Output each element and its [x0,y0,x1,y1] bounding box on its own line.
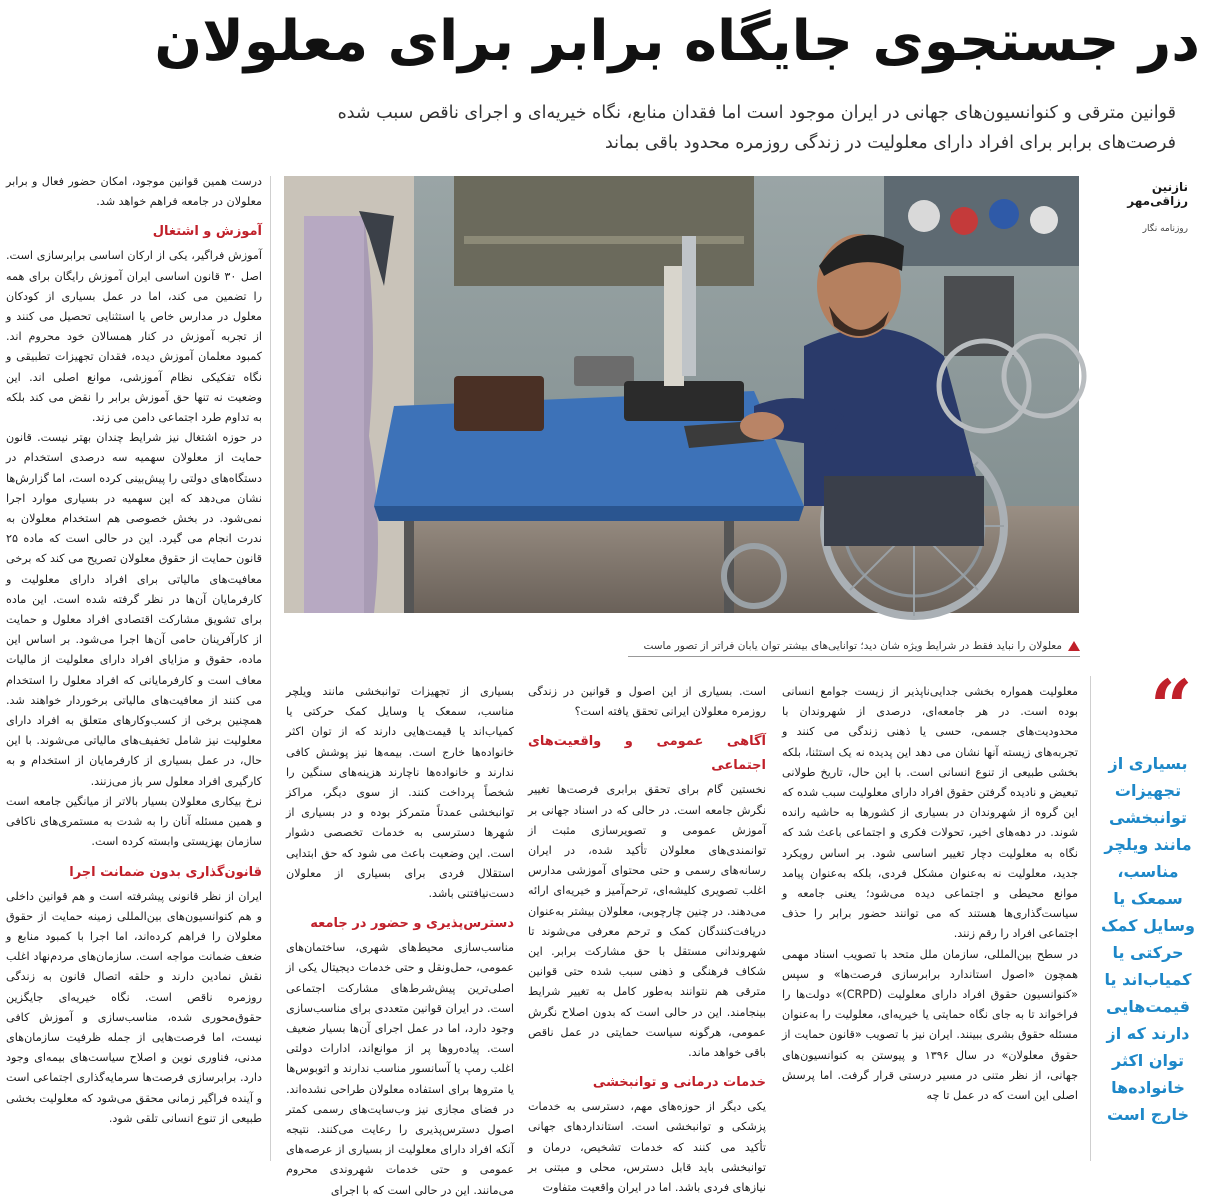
column-right [782,682,1078,1162]
pull-quote-divider [1090,676,1091,1161]
paragraph: در حوزه اشتغال نیز شرایط چندان بهتر نیست. قانون حمایت از معلولان سهمیه سه درصدی استخدام در دستگاه‌های دولتی را پیش‌بینی کرده است، اما گزارش‌ها نشان می‌دهد که این سهمیه در بسیاری موارد اجرا نمی‌شود. در بخش خصوصی هم استخدام معلولان به ندرت انجام می گیرد. این در حالی است که ماده ۲۵ قانون حمایت از حقوق معلولان تصریح می کند که برخی معافیت‌های مالیاتی برای افراد دارای معلولیت و کارفرمایان آن‌ها در نظر گرفته شده است. این ماده برای تشویق مشارکت اقتصادی افراد معلول و حمایت از کارآفرینان حامی آن‌ها اجرا می‌شود. بر اساس این ماده، حقوق و مزایای افراد دارای معلولیت از مالیات معاف است و کارفرمایانی که افراد معلول را استخدام می کنند از معافیت‌های مالیاتی برخوردار خواهند شد. همچنین برخی از کسب‌وکارهای متعلق به افراد دارای معلولیت نیز شامل تخفیف‌های مالیاتی می‌شوند. با این حال، در عمل بسیاری از کارفرمایان از استخدام و به کارگیری افراد معلول سر باز می‌زنند. [6,431,262,788]
author-role: روزنامه نگار [1142,224,1188,234]
column-left-intro: درست همین قوانین موجود، امکان حضور فعال و برابر معلولان در جامعه فراهم خواهد شد. [6,175,262,209]
lead-paragraph: قوانین مترقی و کنوانسیون‌های جهانی در ایران موجود است اما فقدان منابع، نگاه خیریه‌ای و اجرای ناقص سبب شده فرصت‌های برابر برای افراد دارای معلولیت در زندگی روزمره محدود باقی بماند [337,103,1176,153]
paragraph: ایران از نظر قانونی پیشرفته است و هم قوانین داخلی و هم کنوانسیون‌های بین‌المللی زمینه حمایت از حقوق معلولان را فراهم کرده‌اند، اما اجرا با کمبود منابع و ضعف ضمانت مواجه است. سازمان‌های مردم‌نهاد اغلب نقش نمادین دارند و حلقه اتصال قانون به زندگی روزمره ناقص است. نگاه خیریه‌ای جایگزین حقوق‌محوری شده، مناسب‌سازی و آموزش کافی نیست، اما فرصت‌هایی از جمله ظرفیت سازمان‌های مدنی، فناوری نوین و اصلاح سیاست‌های بیمه‌ای وجود دارد. برابرسازی فرصت‌ها سرمایه‌گذاری اجتماعی است و آینده فراگیر زمانی محقق می‌شود که معلولیت بخشی طبیعی از تنوع انسانی تلقی شود. [6,889,262,1125]
column-divider [270,176,271,1161]
subhead-public-awareness: آگاهی عمومی و واقعیت‌های اجتماعی [528,734,766,774]
subhead-education-employment: آموزش و اشتغال [152,224,262,240]
paragraph: معلولیت همواره بخشی جدایی‌ناپذیر از زیست جوامع انسانی بوده است. در هر جامعه‌ای، درصدی از شهروندان با محدودیت‌های جسمی، حسی یا ذهنی زندگی می کنند و تجربه‌های زیسته آنها نشان می دهد این پدیده نه یک استثنا، بلکه بخشی طبیعی از تنوع انسانی است. با این حال، تاریخ طولانی تبعیض و نادیده گرفتن حقوق افراد دارای معلولیت سبب شده که این گروه از شهروندان در بسیاری از کشورها به حاشیه رانده شوند. در دهه‌های اخیر، تحولات فکری و اجتماعی باعث شد که نگاه به معلولیت دچار تغییر اساسی شود. بر اساس رویکرد جدید، معلولیت نه به‌عنوان مشکل فردی، بلکه به‌عنوان پیامد موانع محیطی و اجتماعی دیده می‌شود؛ یعنی جامعه و سیاست‌گذاری‌ها هستند که می توانند حضور برابر را حذف اجتماعی افراد را رقم زنند. [782,685,1078,941]
article-photo [284,176,1079,613]
subhead-health-rehab: خدمات درمانی و توانبخشی [592,1075,766,1091]
caption-text: معلولان را نباید فقط در شرایط ویژه شان دید؛ توانایی‌های بیشتر توان یابان فراتر از تصور ماست [643,640,1062,652]
subhead-legislation: قانون‌گذاری بدون ضمانت اجرا [69,864,262,880]
column-left [6,172,262,1162]
subhead-accessibility: دسترس‌پذیری و حضور در جامعه [310,916,514,932]
photo-caption [628,636,1080,657]
paragraph: آموزش فراگیر، یکی از ارکان اساسی برابرسازی است. اصل ۳۰ قانون اساسی ایران آموزش رایگان برای همه را تضمین می کند، اما در عمل بسیاری از کودکان معلول در مدارس خاص یا استثنایی تحصیل می کنند و از تجربه آموزش در کنار همسالان خود محروم اند. کمبود معلمان آموزش دیده، فقدان تجهیزات تطبیقی و نگاه تفکیکی نظام آموزشی، موانع اصلی اند. این وضعیت نه تنها حق آموزش برابر را نقض می کند بلکه به تداوم طرد اجتماعی دامن می زند. [6,249,262,425]
paragraph: نخستین گام برای تحقق برابری فرصت‌ها تغییر نگرش جامعه است. در حالی که در اسناد جهانی بر آموزش عمومی و تصویرسازی مثبت از توانمندی‌های معلولان تأکید شده، در ایران رسانه‌های رسمی و حتی محتوای آموزشی مدارس اغلب تصویری کلیشه‌ای، ترحم‌آمیز و خیریه‌ای ارائه می‌دهند. در چنین چارچوبی، معلولان بیشتر به‌عنوان دریافت‌کنندگان کمک و ترحم معرفی می‌شوند تا شهروندانی مستقل با حق مشارکت برابر. این شکاف فرهنگی و ذهنی سبب شده حتی قوانین مترقی هم نتوانند به‌طور کامل به تغییر شرایط بینجامند. این در حالی است که بدون اصلاح نگرش عمومی، هرگونه سیاست حمایتی در عمل ناقص باقی خواهد ماند. [528,783,766,1060]
quote-mark-icon: “ [1150,665,1193,751]
paragraph: است. بسیاری از این اصول و قوانین در زندگی روزمره معلولان ایرانی تحقق یافته است؟ [528,685,766,719]
paragraph: نرخ بیکاری معلولان بسیار بالاتر از میانگین جامعه است و همین مسئله آنان را به شدت به مستمری‌های ناکافی سازمان بهزیستی وابسته کرده است. [6,794,262,849]
column-mid-2 [286,682,514,1197]
pull-quote: بسیاری از تجهیزات توانبخشی مانند ویلچر مناسب، سمعک یا وسایل کمک حرکتی یا کمیاب‌اند یا قیمت‌هایی دارند که از توان اکثر خانواده‌ها خارج است [1101,754,1195,1124]
paragraph: مناسب‌سازی محیط‌های شهری، ساختمان‌های عمومی، حمل‌ونقل و حتی خدمات دیجیتال یکی از اصلی‌ترین پیش‌شرط‌های مشارکت اجتماعی است. در ایران قوانین متعددی برای مناسب‌سازی وجود دارد، اما در عمل اجرای آن‌ها بسیار ضعیف است. پیاده‌روها پر از موانع‌اند، ادارات دولتی اغلب رمپ یا آسانسور مناسب ندارند و اتوبوس‌ها یا متروها برای استفاده معلولان طراحی نشده‌اند. در فضای مجازی نیز وب‌سایت‌های رسمی کمتر اصول دسترس‌پذیری را رعایت می‌کنند. نتیجه آنکه افراد دارای معلولیت از بسیاری از عرصه‌های عمومی و حتی خدمات شهروندی محروم می‌مانند. این در حالی است که با اجرای [286,941,514,1197]
caption-triangle-icon [1068,641,1080,651]
paragraph: در سطح بین‌المللی، سازمان ملل متحد با تصویب اسناد مهمی همچون «اصول استاندارد برابرسازی فرصت‌ها» و سپس «کنوانسیون حقوق افراد دارای معلولیت (CRPD)» دولت‌ها را فراخواند تا به جای نگاه حمایتی یا خیریه‌ای، معلولیت را به‌عنوان مسئله حقوق بشری ببینند. ایران نیز با تصویب «قانون حمایت از حقوق معلولان» در سال ۱۳۹۶ و پیوستن به کنوانسیون‌های جهانی، از نظر متنی در مسیر درستی قرار گرفت. اما پرسش اصلی این است که در عمل تا چه [782,947,1078,1103]
paragraph: بسیاری از تجهیزات توانبخشی مانند ویلچر مناسب، سمعک یا وسایل کمک حرکتی یا کمیاب‌اند یا قیمت‌هایی دارند که از توان اکثر خانواده‌ها خارج است. بیمه‌ها نیز پوشش کافی ندارند و خانواده‌ها ناچارند هزینه‌های سنگین را شخصاً پرداخت کنند. از سوی دیگر، مراکز توانبخشی عمدتاً متمرکز بوده و در بسیاری از شهرها دسترسی به خدمات تخصصی دشوار است. این وضعیت باعث می شود که حق ابتدایی استقلال فردی برای بسیاری از معلولان دست‌نیافتنی باشد. [286,685,514,901]
headline: در جستجوی جایگاه برابر برای معلولان [154,9,1200,74]
column-mid-1 [528,682,766,1195]
author-name: نازنین رزاقی‌مهر [1127,180,1188,208]
wheelchair-workshop-illustration [284,176,1079,613]
paragraph: یکی دیگر از حوزه‌های مهم، دسترسی به خدمات پزشکی و توانبخشی است. استانداردهای جهانی تأکید می کنند که خدمات تشخیص، درمان و توانبخشی باید قابل دسترس، محلی و مبتنی بر نیازهای فردی باشد. اما در ایران واقعیت متفاوت [528,1100,766,1195]
